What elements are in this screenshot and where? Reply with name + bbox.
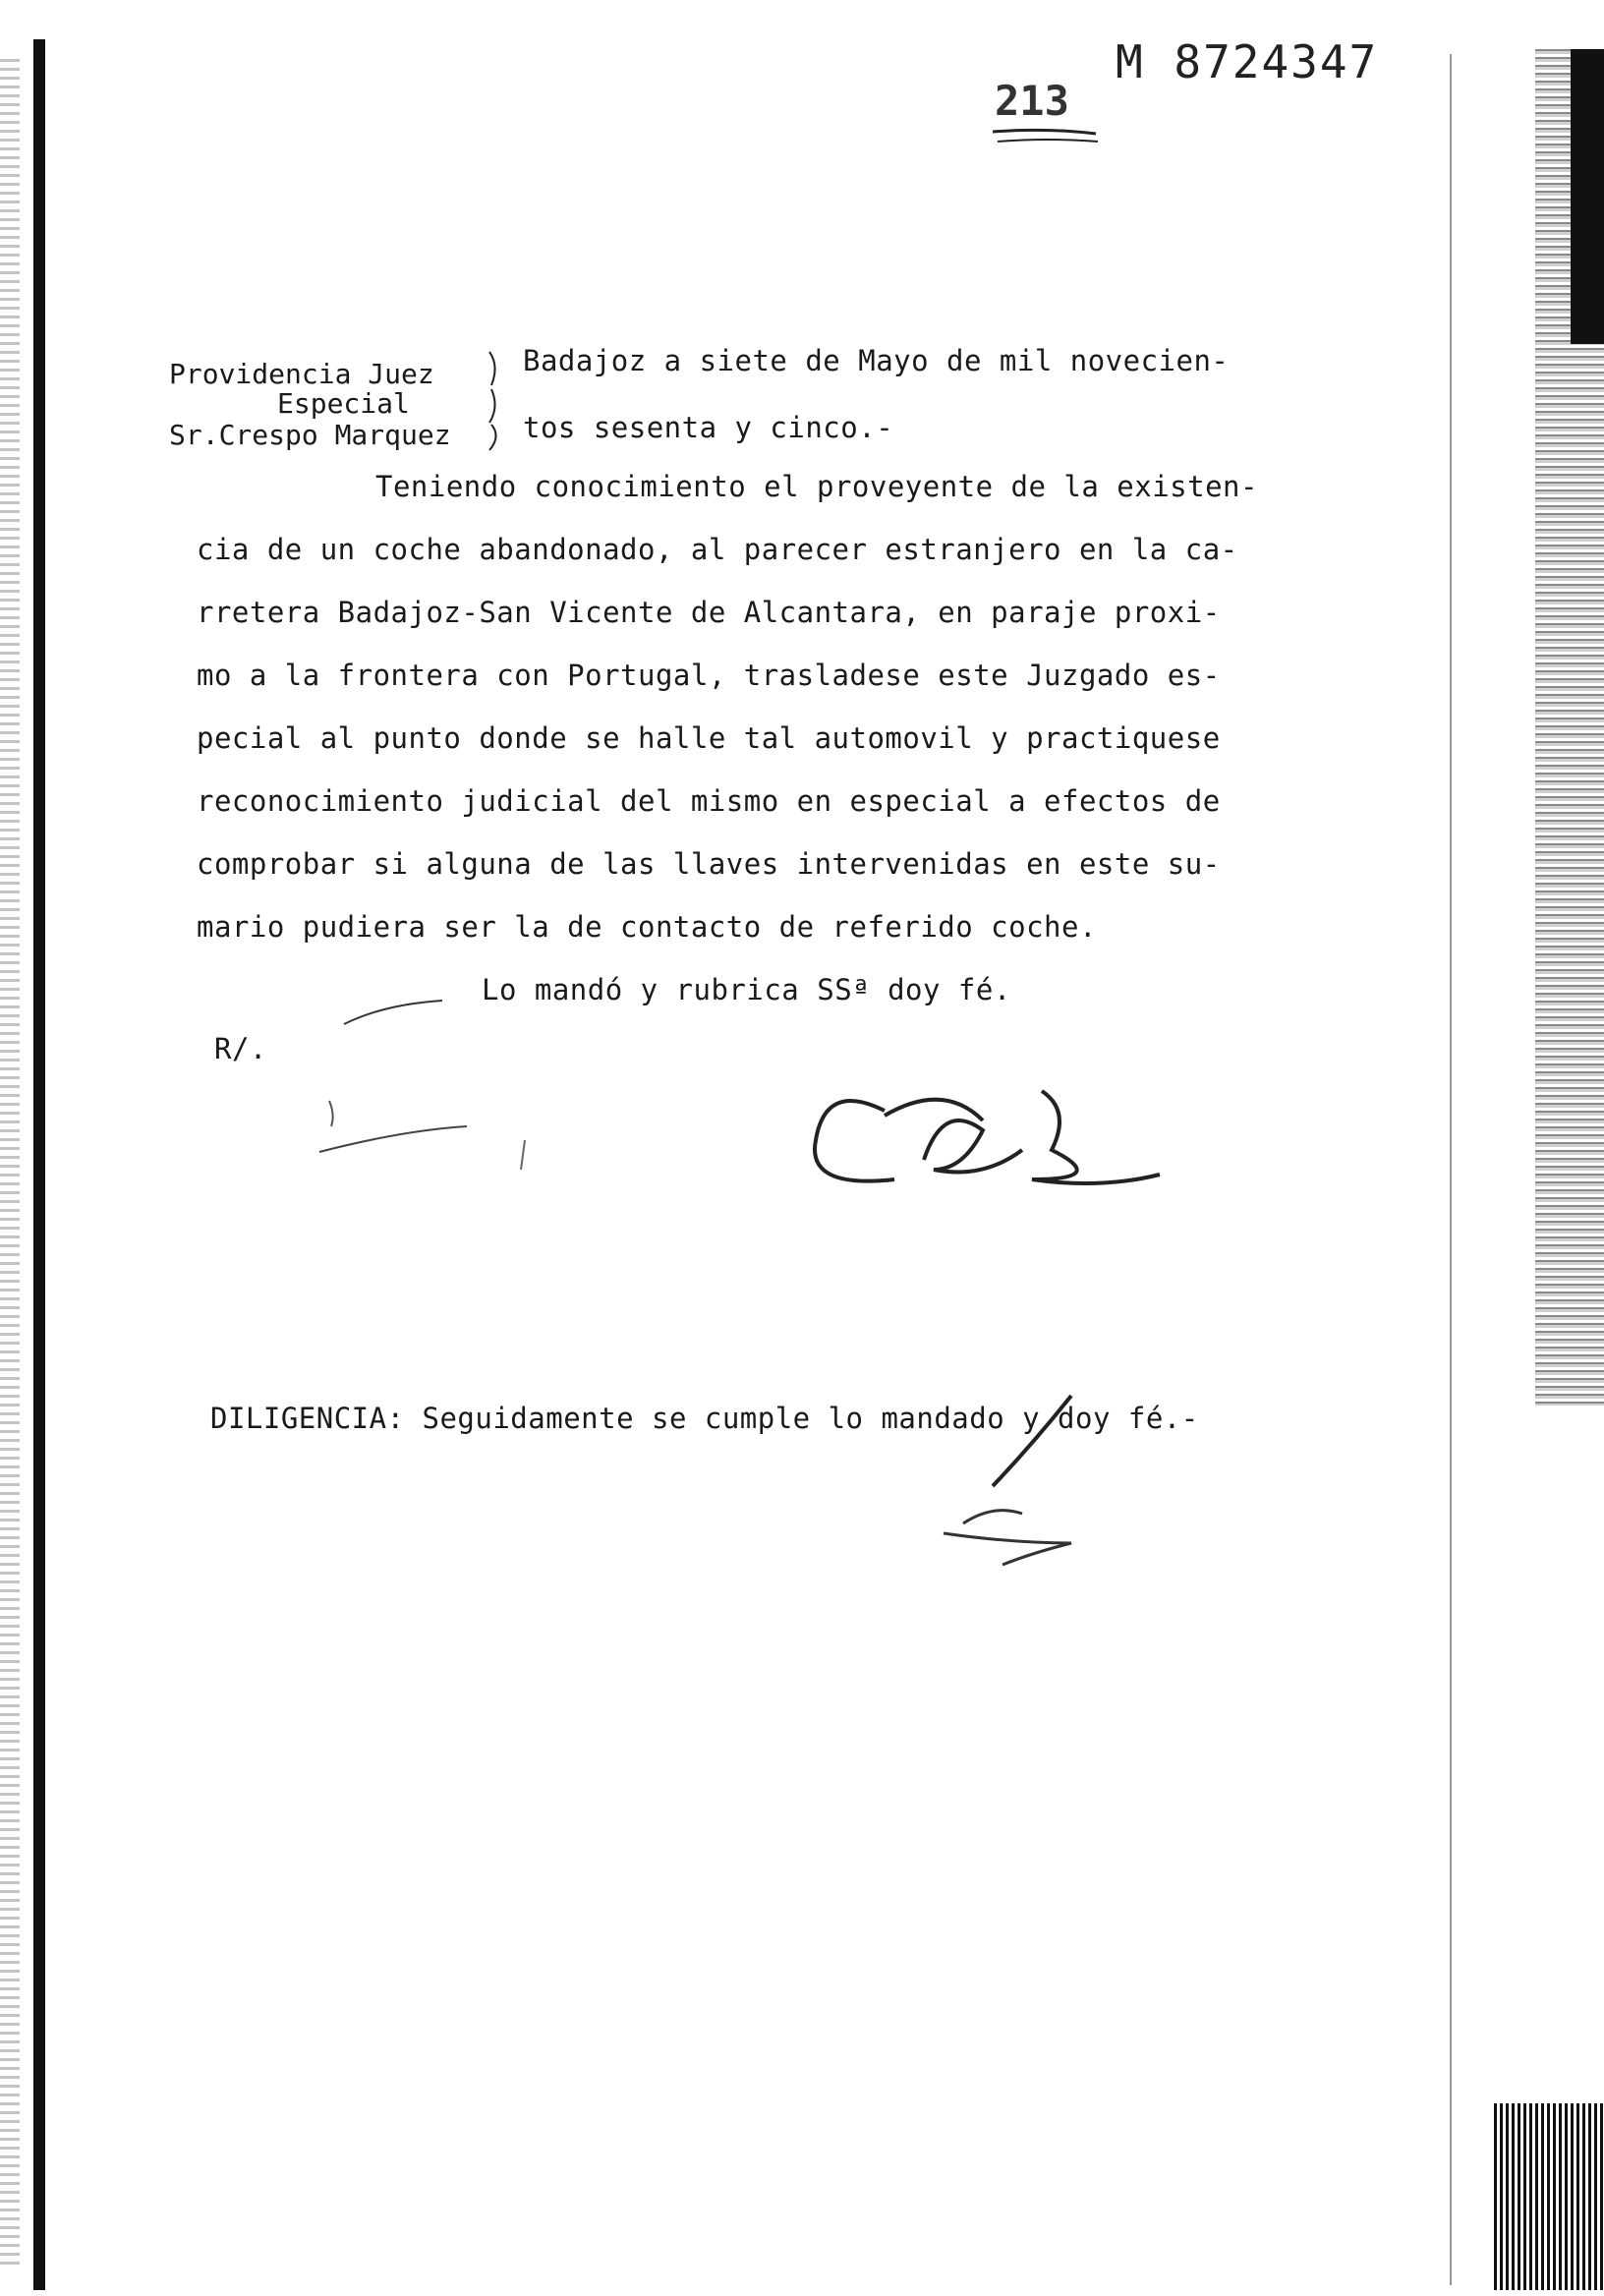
paragraph-line-4: mo a la frontera con Portugal, trasladese este Juzgado es- xyxy=(197,659,1221,692)
closing-line: Lo mandó y rubrica SSª doy fé. xyxy=(482,973,1011,1006)
diligencia-line: DILIGENCIA: Seguidamente se cumple lo mandado y doy fé.- xyxy=(210,1402,1199,1435)
caption-line-1: Providencia Juez xyxy=(169,358,434,390)
paragraph-line-3: rretera Badajoz-San Vicente de Alcantara, en paraje proxi- xyxy=(197,596,1221,629)
rubric-mark: R/. xyxy=(214,1032,267,1065)
right-scan-edge-dark xyxy=(1571,49,1604,344)
paragraph-line-2: cia de un coche abandonado, al parecer estranjero en la ca- xyxy=(197,533,1238,566)
dateline-1: Badajoz a siete de Mayo de mil novecien- xyxy=(523,344,1230,377)
dateline-2: tos sesenta y cinco.- xyxy=(523,411,894,444)
clerk-signature xyxy=(924,1376,1179,1573)
paragraph-line-6: reconocimiento judicial del mismo en especial a efectos de xyxy=(197,784,1221,818)
left-binding-stain xyxy=(0,59,20,2270)
paragraph-line-7: comprobar si alguna de las llaves intervenidas en este su- xyxy=(197,847,1221,881)
left-binding-edge xyxy=(33,39,45,2290)
right-scan-edge-bottom xyxy=(1494,2103,1604,2290)
paragraph-line-8: mario pudiera ser la de contacto de referido coche. xyxy=(197,910,1097,944)
paragraph-line-1: Teniendo conocimiento el proveyente de la existen- xyxy=(375,470,1258,503)
folio-underline xyxy=(988,120,1106,149)
caption-brace xyxy=(484,346,513,454)
right-margin-line xyxy=(1450,54,1452,2285)
judge-signature xyxy=(295,983,1179,1278)
caption-line-3: Sr.Crespo Marquez xyxy=(169,419,451,451)
folio-number: 213 xyxy=(995,77,1069,125)
paragraph-line-5: pecial al punto donde se halle tal automovil y practiquese xyxy=(197,721,1221,755)
reference-number: M 8724347 xyxy=(1116,35,1379,88)
caption-line-2: Especial xyxy=(277,387,410,420)
